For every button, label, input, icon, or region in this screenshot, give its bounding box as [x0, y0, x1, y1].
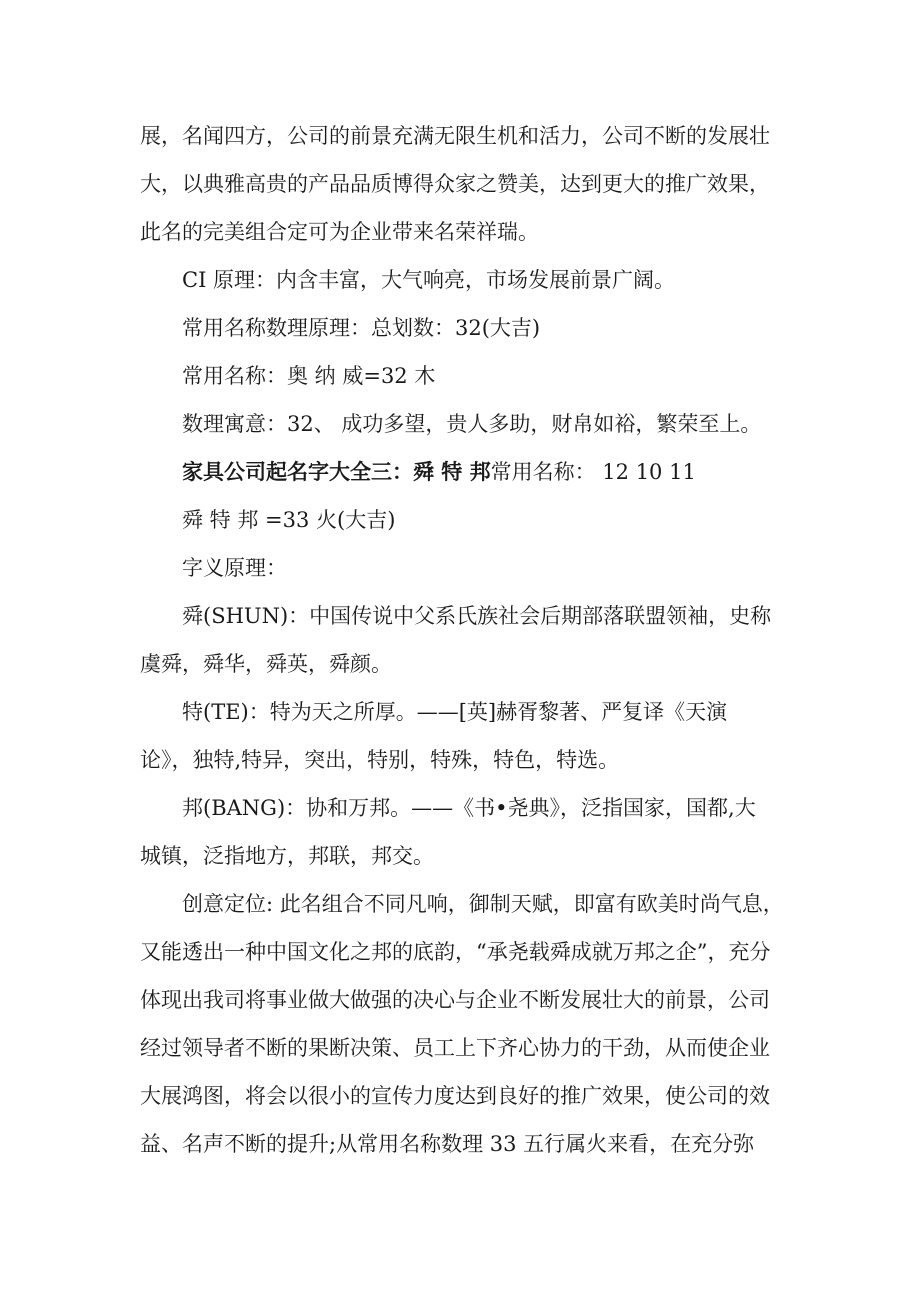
text-line: 特(TE)：特为天之所厚。——[英]赫胥黎著、严复译《天演 — [182, 700, 728, 724]
text-line: 常用名称：奥 纳 威=32 木 — [182, 364, 436, 388]
text-line: 大展鸿图，将会以很小的宣传力度达到良好的推广效果，使公司的效 — [140, 1084, 770, 1108]
text-line: 邦(BANG)：协和万邦。——《书•尧典》，泛指国家，国都,大 — [182, 796, 756, 820]
text-line: 舜(SHUN)：中国传说中父系氏族社会后期部落联盟领袖，史称 — [182, 604, 772, 628]
text-line: 大，以典雅高贵的产品品质博得众家之赞美，达到更大的推广效果， — [140, 172, 770, 196]
text-line: 展，名闻四方，公司的前景充满无限生机和活力，公司不断的发展壮 — [140, 124, 770, 148]
text-line: CI 原理：内含丰富，大气响亮，市场发展前景广阔。 — [182, 268, 676, 292]
text-line: 体现出我司将事业做大做强的决心与企业不断发展壮大的前景，公司 — [140, 988, 770, 1012]
text-line: 舜 特 邦 =33 火(大吉) — [182, 508, 396, 532]
text-line: 城镇，泛指地方，邦联，邦交。 — [140, 844, 434, 868]
text-line: 常用名称数理原理：总划数：32(大吉) — [182, 316, 541, 340]
document-body — [140, 112, 790, 1168]
text-line: 又能透出一种中国文化之邦的底韵，“承尧载舜成就万邦之企”，充分 — [140, 940, 771, 964]
text-line: 此名的完美组合定可为企业带来名荣祥瑞。 — [140, 220, 539, 244]
text-line: 数理寓意：32、 成功多望，贵人多助，财帛如裕，繁荣至上。 — [182, 412, 762, 436]
text-line — [140, 448, 790, 496]
section-heading: 家具公司起名字大全三：舜 特 邦 — [182, 459, 491, 484]
text-line: 论》，独特,特异，突出，特别，特殊，特色，特选。 — [140, 748, 620, 772]
text-line: 经过领导者不断的果断决策、员工上下齐心协力的干劲，从而使企业 — [140, 1036, 770, 1060]
text-line: 创意定位: 此名组合不同凡响，御制天赋，即富有欧美时尚气息， — [182, 892, 784, 916]
text-line: 益、名声不断的提升;从常用名称数理 33 五行属火来看，在充分弥 — [140, 1132, 755, 1156]
text-span: 常用名称： 12 10 11 — [490, 460, 696, 484]
text-line: 字义原理： — [182, 556, 287, 580]
text-line: 虞舜，舜华，舜英，舜颜。 — [140, 652, 392, 676]
